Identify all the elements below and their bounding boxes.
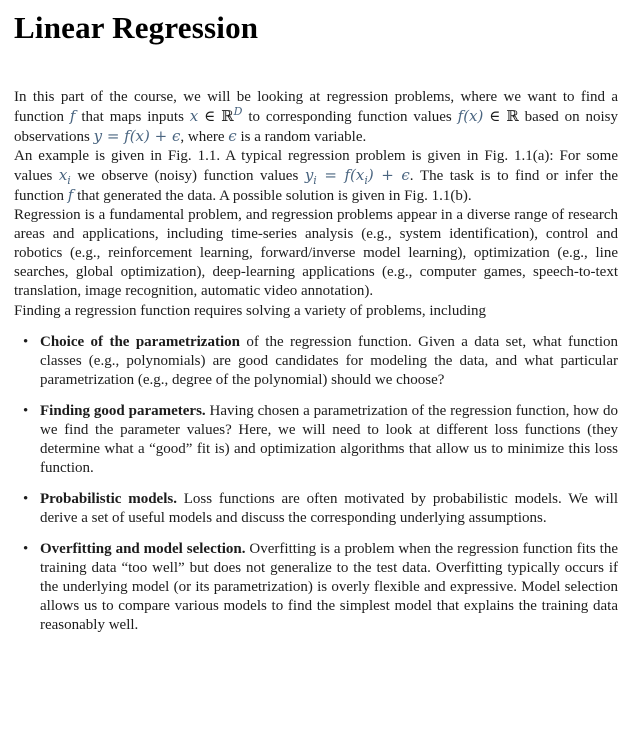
- body-text-segment: In this part of the course, we will be looking at regression problems, where we want to find a function: [14, 89, 618, 126]
- bullet-list: [14, 333, 618, 636]
- body-text-segment: Regression is a fundamental problem, and regression problems appear in a diverse range of research areas and applications, including time-series analysis (e.g., system identification), control and robotics (e.g., reinforcement learning, forward/inverse model learning), optimization (e.g., line searches, global optimization), deep-learning applications (e.g., computer games, speech-to-text translation, image recognition, automatic video annotation).: [14, 207, 618, 300]
- math-inline: ϵ: [228, 127, 237, 146]
- bullet-item-parametrization: [14, 333, 618, 390]
- body-text-segment: is a random variable.: [236, 129, 367, 146]
- math-inline: ) + ϵ: [367, 166, 410, 185]
- bullet-text-parameters: [40, 402, 618, 478]
- math-inline: D: [233, 105, 243, 119]
- body-text-segment: An example is given in Fig. 1.1. A typical regression problem is given in Fig. 1.1(a): For some values: [14, 148, 618, 185]
- body-text-segment: Overfitting is a problem when the regression function fits the training data “too well” but does not generalize to the test data. Overfitting typically occurs if the underlying model (or its parametrization) is overly flexible and expressive. Model selection allows us to compare various models to find the simplest model that explains the training data reasonably well.: [40, 540, 618, 634]
- bullet-text-parametrization: [40, 333, 618, 390]
- bullet-marker: •: [23, 490, 29, 507]
- math-inline: x: [58, 166, 68, 185]
- math-inline: y: [304, 166, 314, 185]
- paragraph-applications: [14, 206, 618, 301]
- body-text: [14, 88, 618, 635]
- bullet-marker: •: [23, 540, 29, 557]
- bullet-item-probabilistic: [14, 490, 618, 528]
- bullet-item-overfitting: [14, 540, 618, 635]
- paragraph-intro: [14, 88, 618, 147]
- body-text-segment: Loss functions are often motivated by probabilistic models. We will derive a set of useful models and discuss the corresponding underlying assumptions.: [40, 490, 618, 526]
- body-text-segment: Having chosen a parametrization of the regression function, how do we find the parameter values? Here, we will need to look at different loss functions (they determine what a “good” fit is) and optimization algorithms that allow us to minimize this loss function.: [40, 402, 619, 476]
- math-inline: x: [189, 107, 199, 126]
- body-text-segment: ∈ ℝ: [198, 109, 234, 126]
- body-text-segment: of the regression function. Given a data set, what function classes (e.g., polynomials) are good candidates for modeling the data, and what particular parametrization (e.g., degree of the polynomial) should we choose?: [40, 333, 619, 388]
- body-text-segment: ∈ ℝ based on noisy observations: [14, 109, 618, 146]
- paragraph-example: [14, 147, 618, 206]
- bullet-text-overfitting: [40, 540, 618, 635]
- bullet-marker: •: [23, 333, 29, 350]
- bold-lead-text: Probabilistic models.: [40, 490, 177, 507]
- bold-lead-text: Choice of the parametrization: [40, 333, 240, 350]
- bullet-text-probabilistic: [40, 490, 618, 528]
- math-inline: f(x): [457, 107, 484, 126]
- body-text-segment: Finding a regression function requires solving a variety of problems, including: [14, 302, 486, 319]
- body-text-segment: , where: [180, 129, 229, 146]
- bold-lead-text: Finding good parameters.: [40, 402, 206, 419]
- math-inline: i: [313, 174, 317, 188]
- paragraph-problems-lead: [14, 302, 618, 321]
- bold-lead-text: Overfitting and model selection.: [40, 540, 246, 557]
- body-text-segment: that generated the data. A possible solution is given in Fig. 1.1(b).: [73, 188, 472, 205]
- page-title: Linear Regression: [14, 10, 259, 45]
- math-inline: f: [67, 186, 74, 205]
- body-text-segment: to corresponding function values: [242, 109, 458, 126]
- math-inline: f: [69, 107, 76, 126]
- math-inline: y = f(x) + ϵ: [93, 127, 181, 146]
- math-inline: i: [67, 174, 71, 188]
- math-inline: = f(x: [316, 166, 365, 185]
- bullet-marker: •: [23, 402, 29, 419]
- math-inline: i: [364, 174, 368, 188]
- body-text-segment: that maps inputs: [75, 109, 190, 126]
- body-text-segment: we observe (noisy) function values: [70, 168, 305, 185]
- body-text-segment: . The task is to find or infer the function: [14, 168, 618, 205]
- bullet-item-parameters: [14, 402, 618, 478]
